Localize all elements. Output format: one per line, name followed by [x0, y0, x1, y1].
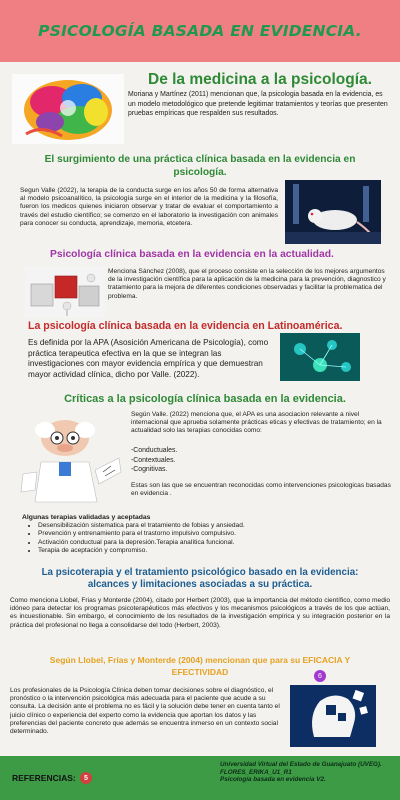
- info-badge: 6: [314, 670, 326, 682]
- section3-text: Menciona Sánchez (2008), que el proceso consiste en la selección de los mejores argumentos de la investigación científica para la aplicación de la medicina para la prevención, diagnostico y tratamiento para la mejora de diferentes condiciones observadas y facilitar la problematica del problema.: [108, 268, 386, 300]
- terapias-block: [22, 513, 362, 555]
- list-item: -Cognitivas.: [131, 466, 168, 474]
- section1-title: De la medicina a la psicología.: [148, 71, 372, 88]
- credit-line: Psicología basada en evidencia V2.: [220, 776, 326, 784]
- section5-list: [131, 446, 331, 475]
- lab-rat-image: [285, 180, 381, 244]
- colorful-head-illustration: [12, 74, 124, 144]
- list-item: -Contextuales.: [131, 456, 176, 464]
- references-label: REFERENCIAS:: [12, 773, 76, 783]
- scientist-cartoon-image: [15, 412, 127, 504]
- list-item: • Activación conductual para la depresión.Terapia analítica funcional.: [38, 539, 362, 547]
- section4-title: La psicología clínica basada en la evidencia en Latinoamérica.: [28, 320, 343, 332]
- section1-text: Moriana y Martínez (2011) mencionan que, la psicologia basada en la evidencia, es un modelo metodológico que pretende legitimar tratamientos y teorías que presenten pruebas empíricas que respalden sus resultados.: [128, 91, 388, 117]
- list-item: • Prevención y entrenamiento para el trastorno impulsivo compulsivo.: [38, 530, 362, 538]
- terapias-list: [22, 522, 362, 555]
- puzzle-figures-image: [25, 266, 105, 318]
- section5-title: Críticas a la psicología clínica basada en la evidencia.: [64, 393, 346, 405]
- section7-text: Los profesionales de la Psicología Clínica deben tomar decisiones sobre el diagnóstico, el pronóstico o la intervención psicológica más adecuada para el paciente que acude a su consulta. La decisión ante el problema no es fácil y la solución debe tener en cuenta tanto el juicio clínico o experiencia del experto como la evidencia que aportan los datos y las preferencias del paciente concreto que además se encuentra inmerso en un contexto social determinado.: [10, 687, 280, 736]
- list-item: • Desensibilización sistematica para el tratamiento de fobias y ansiedad.: [38, 522, 362, 530]
- section7-title: Según Llobel, Frías y Monterde (2004) mencionan que para su EFICACIA Y EFECTIVIDAD: [49, 655, 351, 677]
- section3-title: Psicología clínica basada en la evidencia en la actualidad.: [50, 249, 334, 260]
- list-item: -Conductuales.: [131, 447, 178, 454]
- page-title: PSICOLOGÍA BASADA EN EVIDENCIA.: [38, 22, 362, 40]
- section5-text: Según Valle. (2022) menciona que, el APA es una asociacion relevante a nivel internacional que aprueba solamente prácticas eticas y efectivas de tratamiento; en la actualidad solo las terapias conocidas como:: [131, 411, 382, 435]
- section4-text: Es definida por la APA (Asosición Americana de Psicología), como práctica terapeutica efectiva en la que se integran las investigaciones con mayor evidencia empírica y que demuestran mayor actividad clínica, dicho por Valle. (2022).: [28, 338, 269, 380]
- references-badge[interactable]: 5: [80, 772, 92, 784]
- section2-title: El surgimiento de una práctica clínica basada en la evidencia en psicología.: [44, 154, 356, 178]
- section6-title: La psicoterapia y el tratamiento psicológico basado en la evidencia: alcances y limitaciones asociadas a su práctica.: [41, 567, 359, 591]
- credit-line: Universidad Virtual del Estado de Guanajuato (UVEG).: [220, 761, 382, 768]
- section6-text: Como menciona Llobel, Frias y Monterde (2004), citado por Herbert (2003), que la importancia del método científico, como medio idóneo para detectar los programas psicoterapéuticos más efectivos y los mecanismos psicológicos a través de los que actúan, es incuestionable. Sin embargo, el conocimiento de los resultados de la investigación empírica y su integración posterior en la práctica del profesional no llega a consolidarse del todo (Herbert, 2003).: [10, 597, 390, 629]
- list-item: • Terapia de aceptación y compromiso.: [38, 547, 362, 555]
- terapias-title: Algunas terapias validadas y aceptadas: [22, 514, 151, 521]
- puzzle-head-image: [290, 685, 376, 747]
- section5-closing: Estas son las que se encuentran reconocidas como intervenciones psicologicas basadas en evidencia .: [131, 482, 391, 498]
- credits-block: [220, 761, 396, 784]
- network-tech-image: [280, 333, 360, 381]
- header-banner: [0, 0, 400, 62]
- credit-line: FLORES_ERIKA_U1_R1: [220, 768, 292, 776]
- section2-text: Segun Valle (2022), la terapia de la conducta surge en los años 50 de forma alternativa al modelo psicoanalítico, la psicología surge en el interior de la medicina y la filosofía, fueron los medicos quienes iniciaron observar y tratar de evaluar el comportamiento a través del estudio científico; se comenzo en el laboratorio la investigación con animales para conocer su conducta, aprendizaje, memoria, etcetera.: [20, 187, 278, 227]
